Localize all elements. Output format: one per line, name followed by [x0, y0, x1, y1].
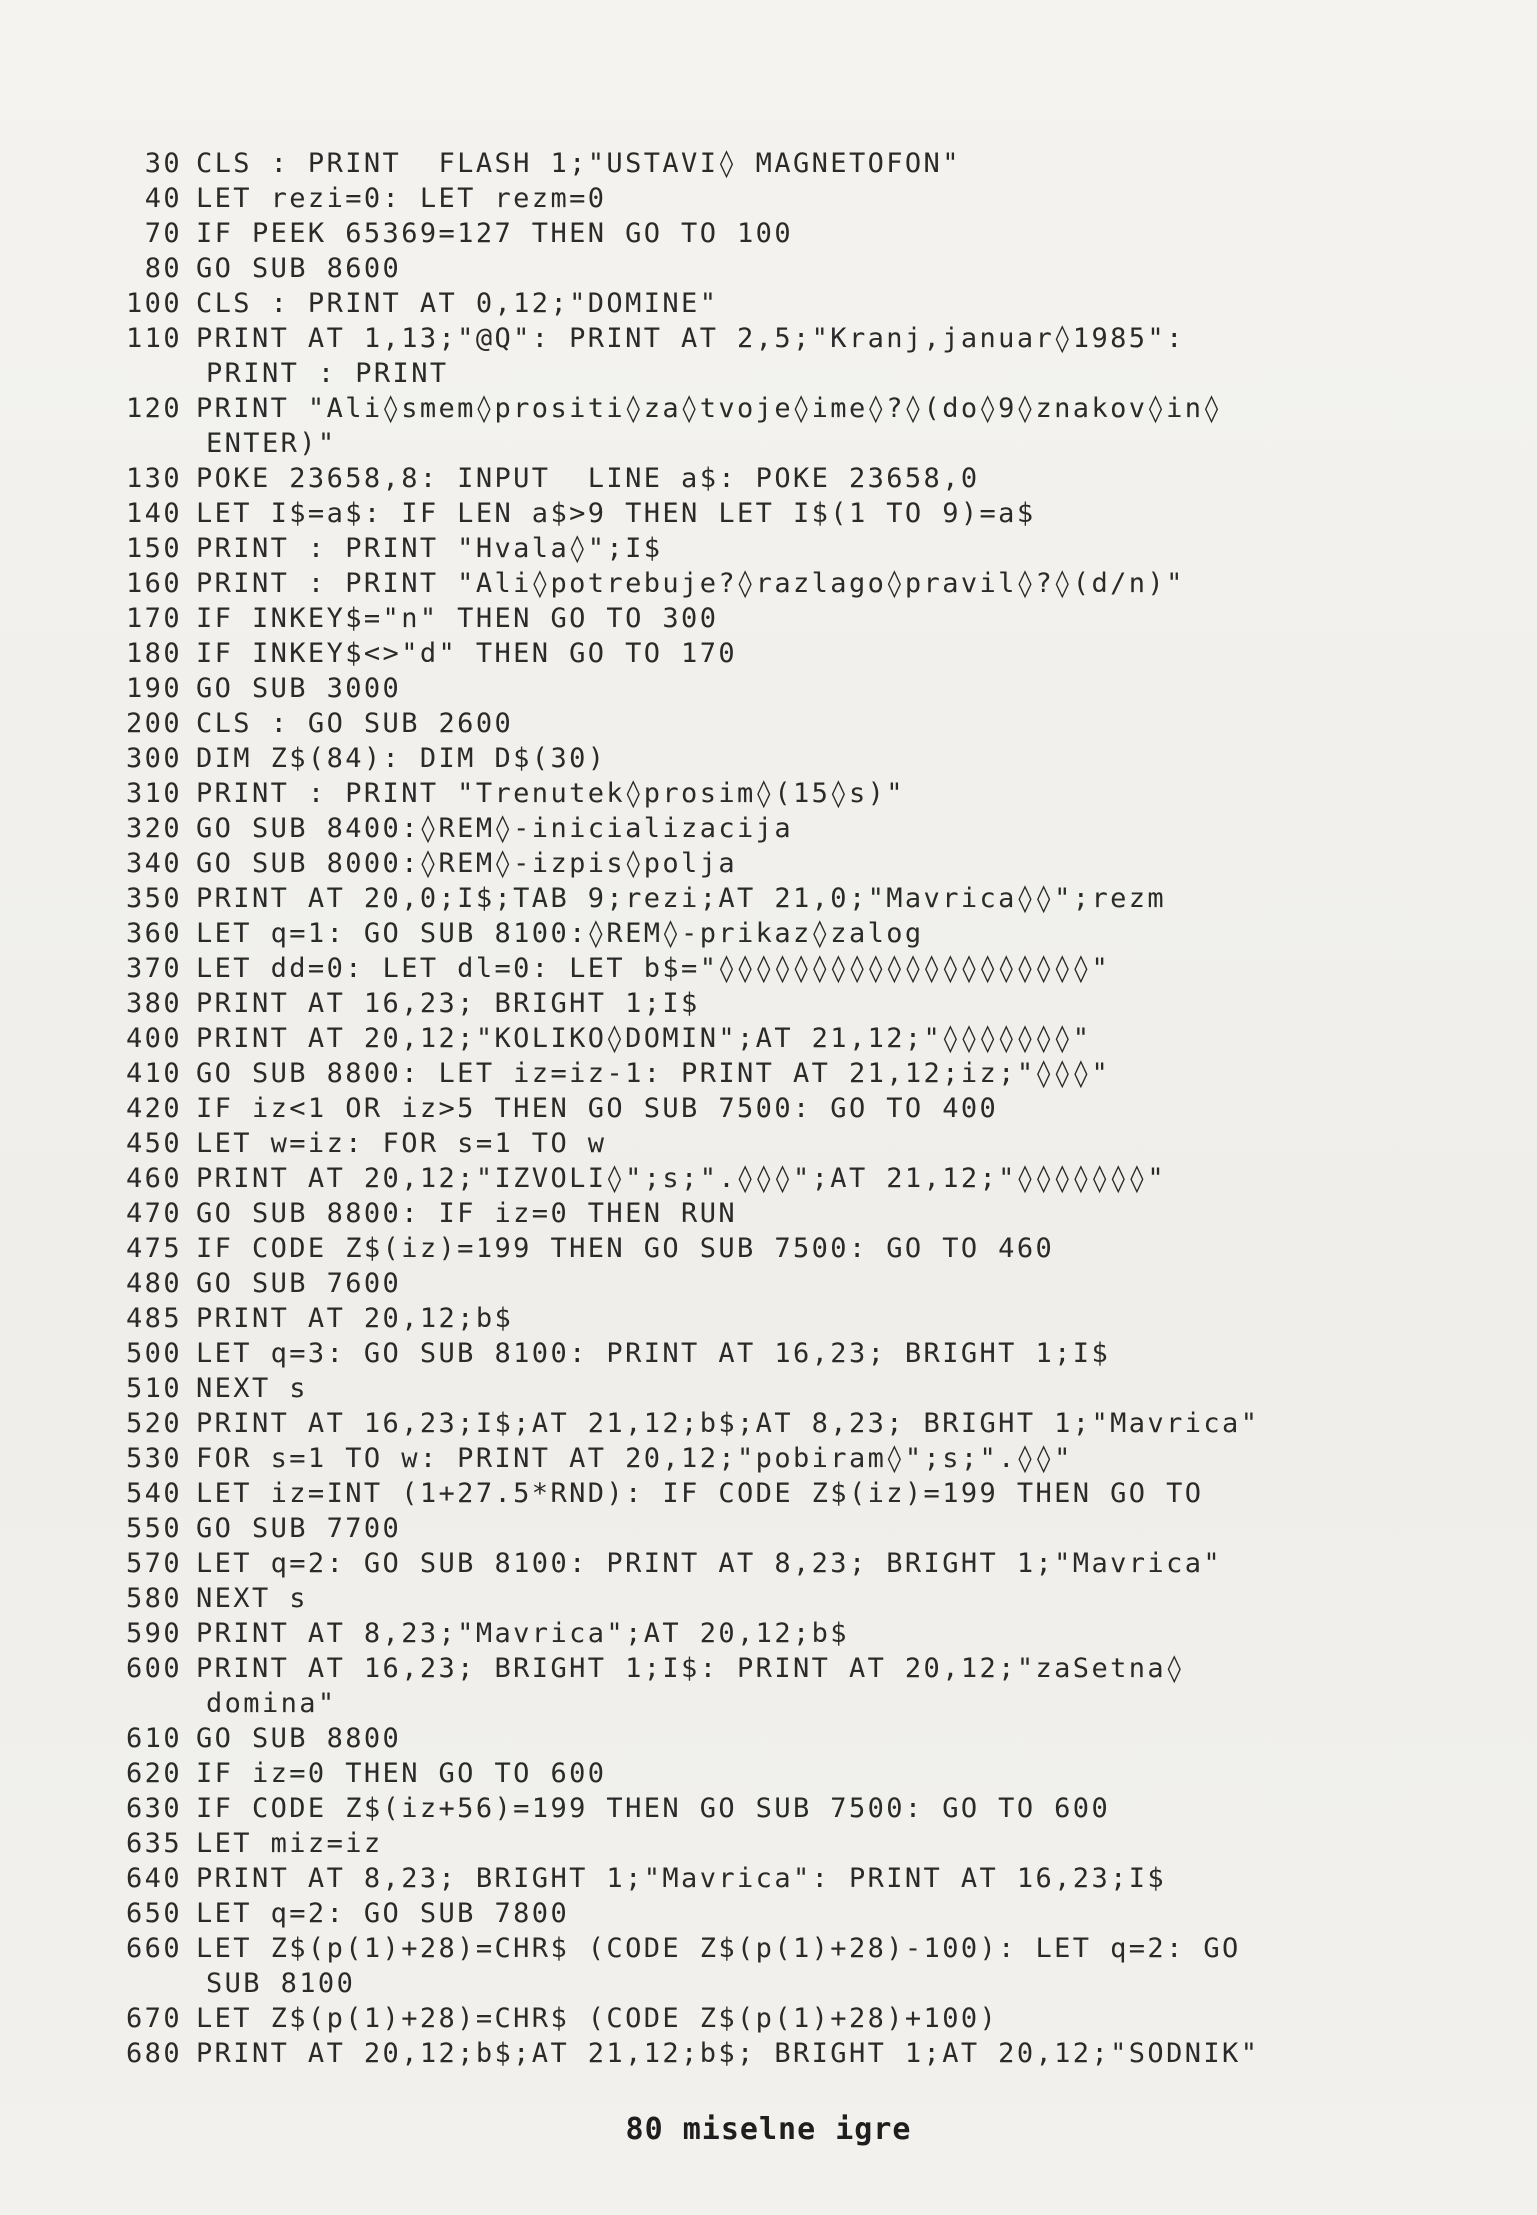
code-line — [0, 1791, 1537, 1826]
code-line — [0, 1091, 1537, 1126]
line-code: CLS : PRINT AT 0,12;"DOMINE" — [196, 288, 719, 319]
line-number: 360 — [126, 918, 182, 949]
line-code: NEXT s — [196, 1373, 308, 1404]
code-line — [0, 846, 1537, 881]
line-code: GO SUB 8400:◊REM◊-inicializacija — [196, 813, 793, 844]
code-line — [0, 1511, 1537, 1546]
line-number: 670 — [126, 2003, 182, 2034]
code-line — [0, 1896, 1537, 1931]
line-code: LET dd=0: LET dl=0: LET b$="◊◊◊◊◊◊◊◊◊◊◊◊◊◊◊◊◊◊◊◊" — [196, 953, 1111, 984]
code-line — [0, 286, 1537, 321]
code-line — [0, 1371, 1537, 1406]
code-line — [0, 1721, 1537, 1756]
line-code: ENTER)" — [206, 428, 337, 459]
line-number: 400 — [126, 1023, 182, 1054]
line-number: 680 — [126, 2038, 182, 2069]
code-line — [0, 426, 1537, 461]
line-code: IF PEEK 65369=127 THEN GO TO 100 — [196, 218, 793, 249]
line-number: 630 — [126, 1793, 182, 1824]
line-code: LET q=1: GO SUB 8100:◊REM◊-prikaz◊zalog — [196, 918, 924, 949]
code-line — [0, 2036, 1537, 2071]
line-number: 30 — [144, 148, 182, 179]
line-number: 300 — [126, 743, 182, 774]
code-line — [0, 2001, 1537, 2036]
line-code: PRINT : PRINT "Hvala◊";I$ — [196, 533, 663, 564]
code-line — [0, 636, 1537, 671]
line-code: PRINT : PRINT — [206, 358, 449, 389]
line-code: DIM Z$(84): DIM D$(30) — [196, 743, 607, 774]
line-code: GO SUB 8800 — [196, 1723, 402, 1754]
line-code: LET q=3: GO SUB 8100: PRINT AT 16,23; BRIGHT 1;I$ — [196, 1338, 1111, 1369]
line-code: PRINT AT 16,23; BRIGHT 1;I$ — [196, 988, 700, 1019]
line-number: 650 — [126, 1898, 182, 1929]
code-line — [0, 216, 1537, 251]
code-line — [0, 1126, 1537, 1161]
line-number — [0, 1966, 196, 2001]
line-code: PRINT AT 20,12;"IZVOLI◊";s;".◊◊◊";AT 21,12;"◊◊◊◊◊◊◊" — [196, 1163, 1167, 1194]
line-code: GO SUB 7700 — [196, 1513, 402, 1544]
line-code: LET q=2: GO SUB 7800 — [196, 1898, 570, 1929]
code-line — [0, 881, 1537, 916]
line-number: 150 — [126, 533, 182, 564]
line-number: 320 — [126, 813, 182, 844]
line-number: 550 — [126, 1513, 182, 1544]
basic-program-listing — [0, 146, 1537, 2071]
code-line — [0, 1581, 1537, 1616]
line-code: LET q=2: GO SUB 8100: PRINT AT 8,23; BRIGHT 1;"Mavrica" — [196, 1548, 1223, 1579]
line-number — [0, 356, 196, 391]
line-code: PRINT : PRINT "Trenutek◊prosim◊(15◊s)" — [196, 778, 905, 809]
line-code: PRINT AT 16,23; BRIGHT 1;I$: PRINT AT 20,12;"zaSetna◊ — [196, 1653, 1185, 1684]
line-number: 380 — [126, 988, 182, 1019]
line-number: 530 — [126, 1443, 182, 1474]
line-number: 180 — [126, 638, 182, 669]
line-code: PRINT AT 16,23;I$;AT 21,12;b$;AT 8,23; BRIGHT 1;"Mavrica" — [196, 1408, 1260, 1439]
line-number: 620 — [126, 1758, 182, 1789]
code-line — [0, 1161, 1537, 1196]
line-code: PRINT AT 8,23; BRIGHT 1;"Mavrica": PRINT AT 16,23;I$ — [196, 1863, 1167, 1894]
line-code: SUB 8100 — [206, 1968, 356, 1999]
line-number: 610 — [126, 1723, 182, 1754]
line-code: GO SUB 3000 — [196, 673, 402, 704]
line-number: 475 — [126, 1233, 182, 1264]
page-footer: 80 miselne igre — [625, 2112, 912, 2147]
code-line — [0, 1651, 1537, 1686]
line-number: 110 — [126, 323, 182, 354]
line-number — [0, 1686, 196, 1721]
line-code: IF INKEY$="n" THEN GO TO 300 — [196, 603, 719, 634]
line-code: IF iz<1 OR iz>5 THEN GO SUB 7500: GO TO 400 — [196, 1093, 999, 1124]
code-line — [0, 741, 1537, 776]
code-line — [0, 776, 1537, 811]
code-line — [0, 1441, 1537, 1476]
code-line — [0, 391, 1537, 426]
line-code: GO SUB 8000:◊REM◊-izpis◊polja — [196, 848, 738, 879]
code-line — [0, 986, 1537, 1021]
line-number: 310 — [126, 778, 182, 809]
code-line — [0, 1406, 1537, 1441]
line-number: 450 — [126, 1128, 182, 1159]
code-line — [0, 1931, 1537, 1966]
code-line — [0, 566, 1537, 601]
code-line — [0, 1336, 1537, 1371]
line-number: 640 — [126, 1863, 182, 1894]
code-line — [0, 811, 1537, 846]
code-line — [0, 146, 1537, 181]
line-code: IF CODE Z$(iz)=199 THEN GO SUB 7500: GO TO 460 — [196, 1233, 1055, 1264]
code-line — [0, 1056, 1537, 1091]
line-number: 660 — [126, 1933, 182, 1964]
line-code: IF CODE Z$(iz+56)=199 THEN GO SUB 7500: GO TO 600 — [196, 1793, 1111, 1824]
code-line — [0, 1616, 1537, 1651]
code-line — [0, 1021, 1537, 1056]
code-line — [0, 1266, 1537, 1301]
code-line — [0, 1231, 1537, 1266]
line-code: IF INKEY$<>"d" THEN GO TO 170 — [196, 638, 738, 669]
line-code: CLS : PRINT FLASH 1;"USTAVI◊ MAGNETOFON" — [196, 148, 961, 179]
code-line — [0, 1546, 1537, 1581]
code-line — [0, 1756, 1537, 1791]
line-code: PRINT AT 20,12;b$;AT 21,12;b$; BRIGHT 1;AT 20,12;"SODNIK" — [196, 2038, 1260, 2069]
line-number: 350 — [126, 883, 182, 914]
code-line — [0, 1476, 1537, 1511]
line-number: 540 — [126, 1478, 182, 1509]
code-line — [0, 251, 1537, 286]
line-code: LET I$=a$: IF LEN a$>9 THEN LET I$(1 TO 9)=a$ — [196, 498, 1036, 529]
line-number: 480 — [126, 1268, 182, 1299]
line-number — [0, 426, 196, 461]
code-line — [0, 1686, 1537, 1721]
line-code: NEXT s — [196, 1583, 308, 1614]
line-number: 170 — [126, 603, 182, 634]
line-code: PRINT AT 20,0;I$;TAB 9;rezi;AT 21,0;"Mavrica◊◊";rezm — [196, 883, 1167, 914]
line-number: 485 — [126, 1303, 182, 1334]
line-code: LET rezi=0: LET rezm=0 — [196, 183, 607, 214]
line-code: FOR s=1 TO w: PRINT AT 20,12;"pobiram◊";s;".◊◊" — [196, 1443, 1073, 1474]
line-code: GO SUB 8600 — [196, 253, 402, 284]
line-number: 520 — [126, 1408, 182, 1439]
line-code: PRINT AT 1,13;"@Q": PRINT AT 2,5;"Kranj,januar◊1985": — [196, 323, 1185, 354]
line-code: LET w=iz: FOR s=1 TO w — [196, 1128, 607, 1159]
line-code: IF iz=0 THEN GO TO 600 — [196, 1758, 607, 1789]
line-code: LET Z$(p(1)+28)=CHR$ (CODE Z$(p(1)+28)+100) — [196, 2003, 999, 2034]
line-number: 470 — [126, 1198, 182, 1229]
line-code: POKE 23658,8: INPUT LINE a$: POKE 23658,0 — [196, 463, 980, 494]
code-line — [0, 706, 1537, 741]
line-number: 410 — [126, 1058, 182, 1089]
line-code: PRINT AT 20,12;"KOLIKO◊DOMIN";AT 21,12;"◊◊◊◊◊◊◊" — [196, 1023, 1092, 1054]
code-line — [0, 951, 1537, 986]
line-code: PRINT AT 20,12;b$ — [196, 1303, 514, 1334]
line-number: 80 — [144, 253, 182, 284]
code-line — [0, 671, 1537, 706]
code-line — [0, 356, 1537, 391]
line-number: 120 — [126, 393, 182, 424]
line-number: 635 — [126, 1828, 182, 1859]
line-number: 190 — [126, 673, 182, 704]
line-code: LET iz=INT (1+27.5*RND): IF CODE Z$(iz)=199 THEN GO TO — [196, 1478, 1204, 1509]
line-number: 40 — [144, 183, 182, 214]
code-line — [0, 1826, 1537, 1861]
code-line — [0, 1966, 1537, 2001]
line-code: CLS : GO SUB 2600 — [196, 708, 514, 739]
code-line — [0, 461, 1537, 496]
code-line — [0, 601, 1537, 636]
line-number: 570 — [126, 1548, 182, 1579]
line-number: 500 — [126, 1338, 182, 1369]
code-line — [0, 1196, 1537, 1231]
line-number: 200 — [126, 708, 182, 739]
line-code: GO SUB 8800: LET iz=iz-1: PRINT AT 21,12;iz;"◊◊◊" — [196, 1058, 1111, 1089]
code-line — [0, 1301, 1537, 1336]
code-line — [0, 1861, 1537, 1896]
code-line — [0, 181, 1537, 216]
code-line — [0, 321, 1537, 356]
line-number: 420 — [126, 1093, 182, 1124]
code-line — [0, 531, 1537, 566]
line-number: 340 — [126, 848, 182, 879]
line-code: LET miz=iz — [196, 1828, 383, 1859]
line-code: PRINT AT 8,23;"Mavrica";AT 20,12;b$ — [196, 1618, 849, 1649]
line-number: 370 — [126, 953, 182, 984]
line-number: 580 — [126, 1583, 182, 1614]
line-code: LET Z$(p(1)+28)=CHR$ (CODE Z$(p(1)+28)-100): LET q=2: GO — [196, 1933, 1241, 1964]
line-number: 160 — [126, 568, 182, 599]
line-code: GO SUB 8800: IF iz=0 THEN RUN — [196, 1198, 738, 1229]
line-number: 140 — [126, 498, 182, 529]
line-number: 70 — [144, 218, 182, 249]
line-number: 590 — [126, 1618, 182, 1649]
line-code: domina" — [206, 1688, 337, 1719]
line-code: PRINT : PRINT "Ali◊potrebuje?◊razlago◊pravil◊?◊(d/n)" — [196, 568, 1185, 599]
line-number: 100 — [126, 288, 182, 319]
line-code: PRINT "Ali◊smem◊prositi◊za◊tvoje◊ime◊?◊(do◊9◊znakov◊in◊ — [196, 393, 1223, 424]
line-number: 460 — [126, 1163, 182, 1194]
code-line — [0, 496, 1537, 531]
code-line — [0, 916, 1537, 951]
line-number: 510 — [126, 1373, 182, 1404]
line-number: 130 — [126, 463, 182, 494]
line-number: 600 — [126, 1653, 182, 1684]
line-code: GO SUB 7600 — [196, 1268, 402, 1299]
